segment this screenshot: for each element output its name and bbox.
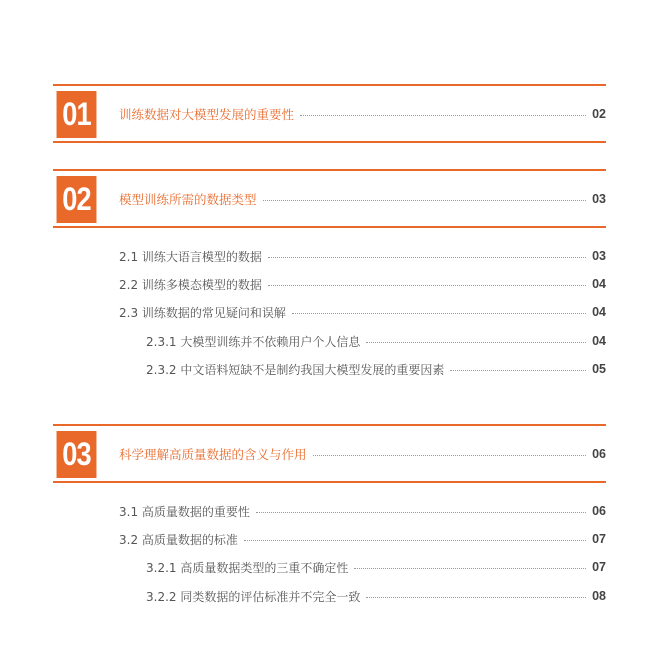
toc-entry-2-1[interactable] xyxy=(119,248,606,264)
toc-page-number: 03 xyxy=(592,249,606,263)
toc-page-number: 05 xyxy=(592,362,606,376)
toc-entry-2-3-2[interactable] xyxy=(146,361,606,377)
toc-entry-2-3[interactable] xyxy=(119,304,606,320)
dot-leader xyxy=(268,257,586,258)
section-number-badge: 01 xyxy=(57,91,97,138)
dot-leader xyxy=(268,285,586,286)
section-top-rule xyxy=(53,84,606,86)
toc-entry-label: 3.2.1 高质量数据类型的三重不确定性 xyxy=(146,560,349,575)
toc-entry-section-03[interactable] xyxy=(119,446,606,462)
dot-leader xyxy=(354,568,586,569)
dot-leader xyxy=(256,512,586,513)
dot-leader xyxy=(366,597,586,598)
toc-entry-title: 训练数据对大模型发展的重要性 xyxy=(119,107,295,122)
section-number-badge: 02 xyxy=(57,176,97,223)
section-top-rule xyxy=(53,169,606,171)
dot-leader xyxy=(313,455,587,456)
toc-page-number: 03 xyxy=(592,192,606,206)
dot-leader xyxy=(300,115,586,116)
toc-entry-label: 2.1 训练大语言模型的数据 xyxy=(119,249,262,264)
toc-page-number: 07 xyxy=(592,560,606,574)
toc-entry-label: 2.3 训练数据的常见疑问和误解 xyxy=(119,305,286,320)
toc-entry-label: 3.1 高质量数据的重要性 xyxy=(119,504,250,519)
toc-entry-title: 模型训练所需的数据类型 xyxy=(119,192,257,207)
dot-leader xyxy=(244,540,586,541)
toc-entry-2-2[interactable] xyxy=(119,276,606,292)
dot-leader xyxy=(292,313,586,314)
toc-entry-section-01[interactable] xyxy=(119,106,606,122)
toc-entry-2-3-1[interactable] xyxy=(146,333,606,349)
toc-page-number: 06 xyxy=(592,447,606,461)
section-bottom-rule xyxy=(53,226,606,228)
toc-entry-label: 3.2.2 同类数据的评估标准并不完全一致 xyxy=(146,589,361,604)
dot-leader xyxy=(263,200,587,201)
toc-entry-3-2-1[interactable] xyxy=(146,559,606,575)
toc-entry-title: 科学理解高质量数据的含义与作用 xyxy=(119,447,307,462)
toc-page-number: 04 xyxy=(592,305,606,319)
toc-entry-3-2[interactable] xyxy=(119,531,606,547)
toc-page-number: 04 xyxy=(592,277,606,291)
section-number-badge: 03 xyxy=(57,431,97,478)
toc-entry-3-1[interactable] xyxy=(119,503,606,519)
toc-page-number: 08 xyxy=(592,589,606,603)
dot-leader xyxy=(450,370,586,371)
toc-page-number: 04 xyxy=(592,334,606,348)
toc-page-number: 07 xyxy=(592,532,606,546)
toc-entry-label: 3.2 高质量数据的标准 xyxy=(119,532,238,547)
toc-page-number: 02 xyxy=(592,107,606,121)
toc-entry-section-02[interactable] xyxy=(119,191,606,207)
toc-entry-3-2-2[interactable] xyxy=(146,588,606,604)
dot-leader xyxy=(366,342,586,343)
section-bottom-rule xyxy=(53,141,606,143)
toc-entry-label: 2.3.2 中文语料短缺不是制约我国大模型发展的重要因素 xyxy=(146,362,445,377)
toc-entry-label: 2.2 训练多模态模型的数据 xyxy=(119,277,262,292)
toc-page-number: 06 xyxy=(592,504,606,518)
section-top-rule xyxy=(53,424,606,426)
section-bottom-rule xyxy=(53,481,606,483)
toc-entry-label: 2.3.1 大模型训练并不依赖用户个人信息 xyxy=(146,334,361,349)
